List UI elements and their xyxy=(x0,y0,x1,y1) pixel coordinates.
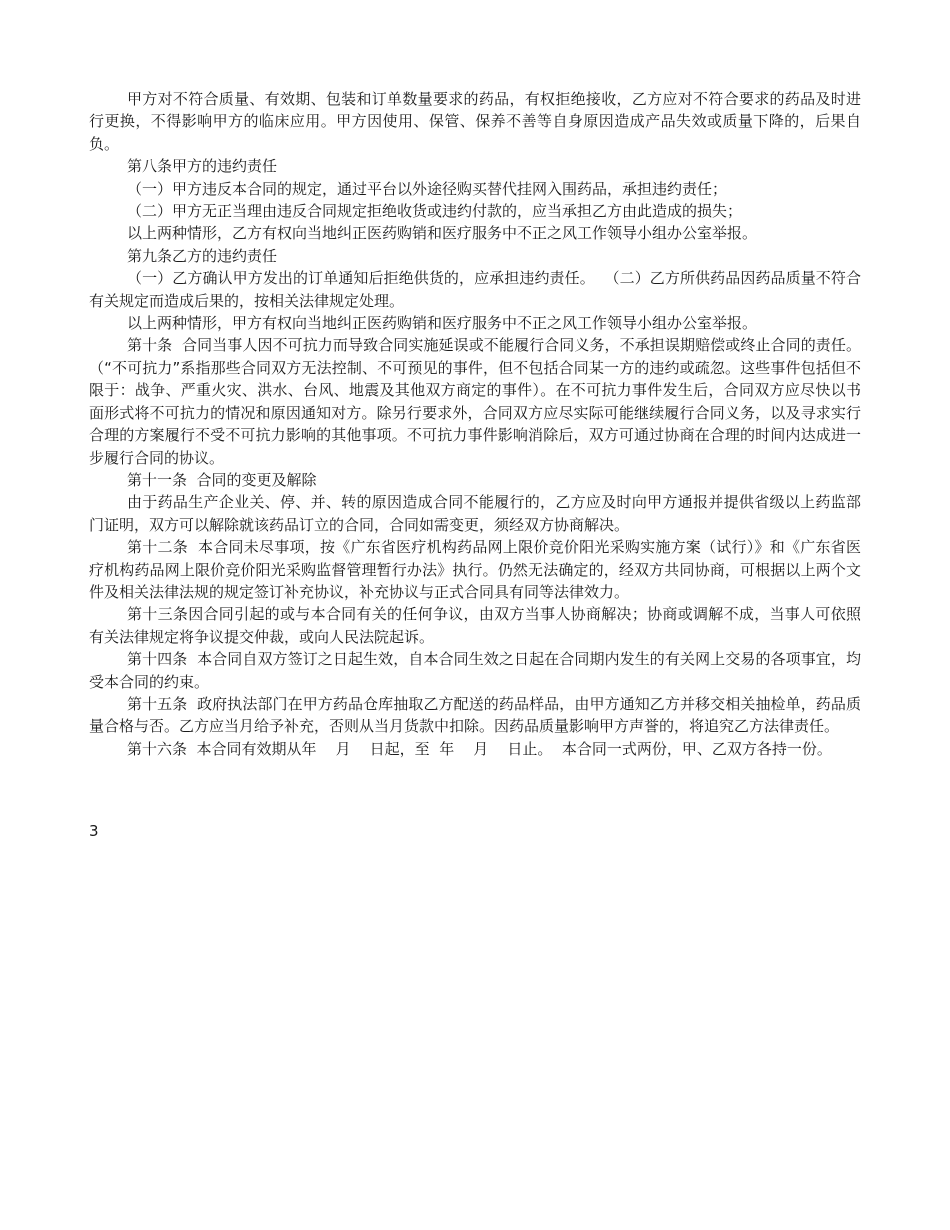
heading-article-11: 第十一条 合同的变更及解除 xyxy=(127,470,317,489)
paragraph-article-9-items: （一）乙方确认甲方发出的订单通知后拒绝供货的，应承担违约责任。 （二）乙方所供药品因药品质量不符合有关规定而造成后果的，按相关法律规定处理。 xyxy=(89,269,861,310)
paragraph-article-10: 第十条 合同当事人因不可抗力而导致合同实施延误或不能履行合同义务，不承担误期赔偿或终止合同的责任。（“不可抗力”系指那些合同双方无法控制、不可预见的事件，但不包括合同某一方的违约或疏忽。这些事件包括但不限于：战争、严重火灾、洪水、台风、地震及其他双方商定的事件）。在不可抗力事件发生后，合同双方应尽快以书面形式将不可抗力的情况和原因通知对方。除另行要求外，合同双方应尽实际可能继续履行合同义务，以及寻求实行合理的方案履行不受不可抗力影响的其他事项。不可抗力事件影响消除后，双方可通过协商在合理的时间内达成进一步履行合同的协议。 xyxy=(89,336,861,467)
paragraph-article-8-item-2: （二）甲方无正当理由违反合同规定拒绝收货或违约付款的，应当承担乙方由此造成的损失； xyxy=(127,202,743,221)
paragraph-acceptance-terms: 甲方对不符合质量、有效期、包装和订单数量要求的药品，有权拒绝接收，乙方应对不符合要求的药品及时进行更换，不得影响甲方的临床应用。甲方因使用、保管、保养不善等自身原因造成产品失效或质量下降的，后果自负。 xyxy=(89,90,861,153)
paragraph-article-15: 第十五条 政府执法部门在甲方药品仓库抽取乙方配送的药品样品，由甲方通知乙方并移交相关抽检单，药品质量合格与否。乙方应当月给予补充，否则从当月货款中扣除。因药品质量影响甲方声誉的，将追究乙方法律责任。 xyxy=(89,694,861,736)
paragraph-article-8-item-1: （一）甲方违反本合同的规定，通过平台以外途径购买替代挂网入围药品，承担违约责任； xyxy=(127,179,728,198)
paragraph-article-11: 由于药品生产企业关、停、并、转的原因造成合同不能履行的，乙方应及时向甲方通报并提供省级以上药监部门证明，双方可以解除就该药品订立的合同，合同如需变更，须经双方协商解决。 xyxy=(89,493,861,534)
paragraph-article-13: 第十三条因合同引起的或与本合同有关的任何争议，由双方当事人协商解决；协商或调解不成，当事人可依照有关法律规定将争议提交仲裁，或向人民法院起诉。 xyxy=(89,605,861,646)
paragraph-article-16: 第十六条 本合同有效期从年 月 日起，至 年 月 日止。 本合同一式两份，甲、乙双方各持一份。 xyxy=(127,739,832,758)
heading-article-8: 第八条甲方的违约责任 xyxy=(127,157,278,176)
paragraph-article-14: 第十四条 本合同自双方签订之日起生效，自本合同生效之日起在合同期内发生的有关网上交易的各项事宜，均受本合同的约束。 xyxy=(89,650,861,691)
paragraph-article-9-report: 以上两种情形，甲方有权向当地纠正医药购销和医疗服务中不正之风工作领导小组办公室举报。 xyxy=(127,314,758,333)
heading-article-9: 第九条乙方的违约责任 xyxy=(127,246,278,265)
contract-body xyxy=(89,88,861,760)
page-number: 3 xyxy=(89,822,99,840)
paragraph-article-8-report: 以上两种情形，乙方有权向当地纠正医药购销和医疗服务中不正之风工作领导小组办公室举报。 xyxy=(127,224,758,243)
paragraph-article-12: 第十二条 本合同未尽事项，按《广东省医疗机构药品网上限价竞价阳光采购实施方案（试行）》和《广东省医疗机构药品网上限价竞价阳光采购监督管理暂行办法》执行。仍然无法确定的，经双方共同协商，可根据以上两个文件及相关法律法规的规定签订补充协议，补充协议与正式合同具有同等法律效力。 xyxy=(89,538,861,601)
